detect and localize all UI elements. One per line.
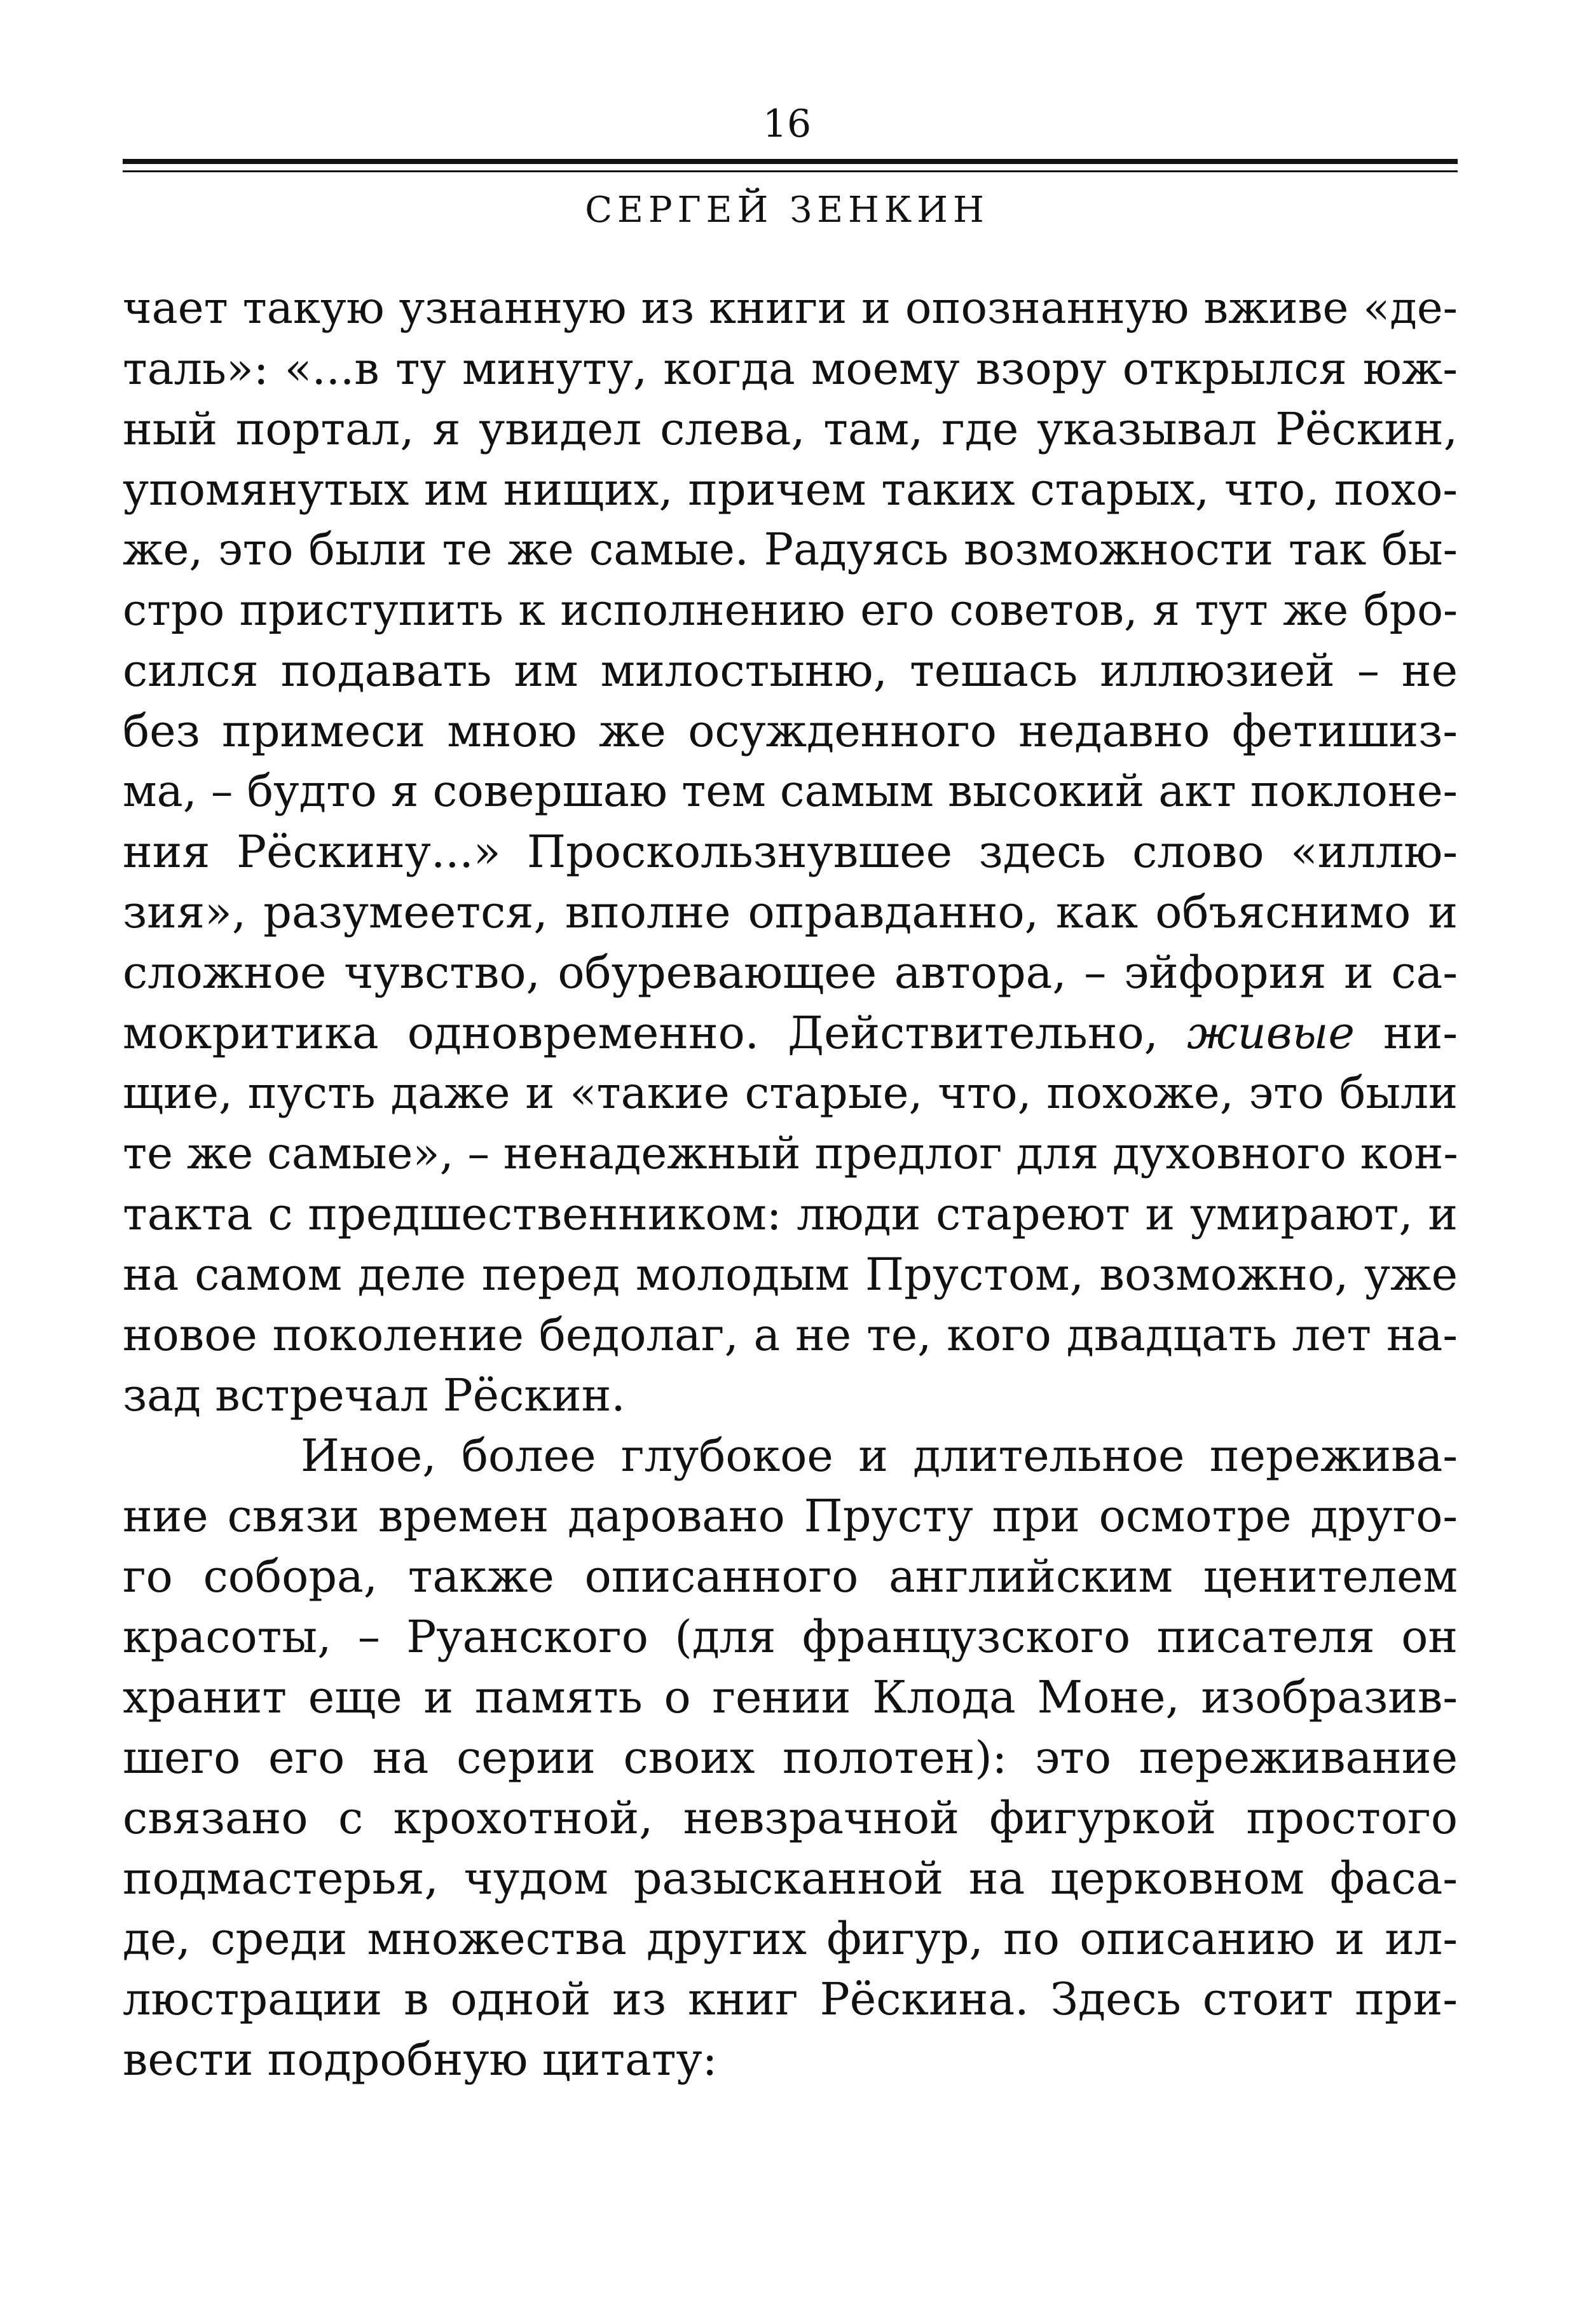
text-segment: мокритика одновременно. Действительно, bbox=[123, 1007, 1187, 1059]
text-line: ный портал, я увидел слева, там, где указывал Рёскин, bbox=[123, 403, 1458, 455]
text-line: чает такую узнанную из книги и опознанную вживе «де- bbox=[123, 283, 1458, 334]
text-line: шего его на серии своих полотен): это переживание bbox=[123, 1732, 1458, 1784]
text-line: зия», разумеется, вполне оправданно, как объяснимо и bbox=[123, 886, 1458, 938]
text-segment: ни- bbox=[1354, 1007, 1458, 1059]
text-line: те же самые», – ненадежный предлог для духовного кон- bbox=[123, 1128, 1458, 1179]
text-line: без примеси мною же осужденного недавно фетишиз- bbox=[123, 705, 1458, 757]
text-line: такта с предшественником: люди стареют и умирают, и bbox=[123, 1188, 1458, 1240]
body-text bbox=[123, 278, 1458, 2090]
text-line: подмастерья, чудом разысканной на церковном фаса- bbox=[123, 1852, 1458, 1904]
text-line: Иное, более глубокое и длительное пережива- bbox=[301, 1430, 1458, 1482]
text-line: ние связи времен даровано Прусту при осмотре друго- bbox=[123, 1490, 1458, 1542]
text-line: люстрации в одной из книг Рёскина. Здесь стоит при- bbox=[123, 1973, 1458, 2025]
page-number: 16 bbox=[762, 102, 812, 146]
text-line: де, среди множества других фигур, по описанию и ил- bbox=[123, 1913, 1458, 1965]
header-rule-thick bbox=[123, 159, 1458, 164]
text-line: щие, пусть даже и «такие старые, что, похоже, это были bbox=[123, 1068, 1458, 1119]
text-line: на самом деле перед молодым Прустом, возможно, уже bbox=[123, 1248, 1458, 1301]
text-line: ния Рёскину...» Проскользнувшее здесь слово «иллю- bbox=[123, 826, 1458, 878]
running-head: СЕРГЕЙ ЗЕНКИН bbox=[585, 189, 989, 231]
text-line: вести подробную цитату: bbox=[123, 2033, 718, 2086]
text-line: стро приступить к исполнению его советов, я тут же бро- bbox=[123, 585, 1458, 636]
text-line: зад встречал Рёскин. bbox=[123, 1369, 626, 1421]
text-line: сложное чувство, обуревающее автора, – эйфория и са- bbox=[123, 947, 1458, 999]
text-line: связано с крохотной, невзрачной фигуркой простого bbox=[123, 1792, 1458, 1844]
text-line: новое поколение бедолаг, а не те, кого двадцать лет на- bbox=[123, 1309, 1458, 1361]
text-line: таль»: «...в ту минуту, когда моему взору открылся юж- bbox=[123, 343, 1458, 395]
text-line: упомянутых им нищих, причем таких старых, что, похо- bbox=[123, 463, 1458, 516]
header-rule-thin bbox=[123, 170, 1458, 172]
emphasis-word: живые bbox=[1187, 1007, 1355, 1059]
text-line: красоты, – Руанского (для французского писателя он bbox=[123, 1611, 1458, 1663]
text-line: ма, – будто я совершаю тем самым высокий акт поклоне- bbox=[123, 766, 1458, 817]
text-line: хранит еще и память о гении Клода Моне, изобразив- bbox=[123, 1671, 1458, 1723]
text-line: го собора, также описанного английским ценителем bbox=[123, 1550, 1458, 1603]
text-line: сился подавать им милостыню, тешась иллюзией – не bbox=[123, 645, 1458, 697]
text-line: же, это были те же самые. Радуясь возможности так бы- bbox=[123, 524, 1458, 575]
text-line bbox=[123, 1003, 1458, 1063]
